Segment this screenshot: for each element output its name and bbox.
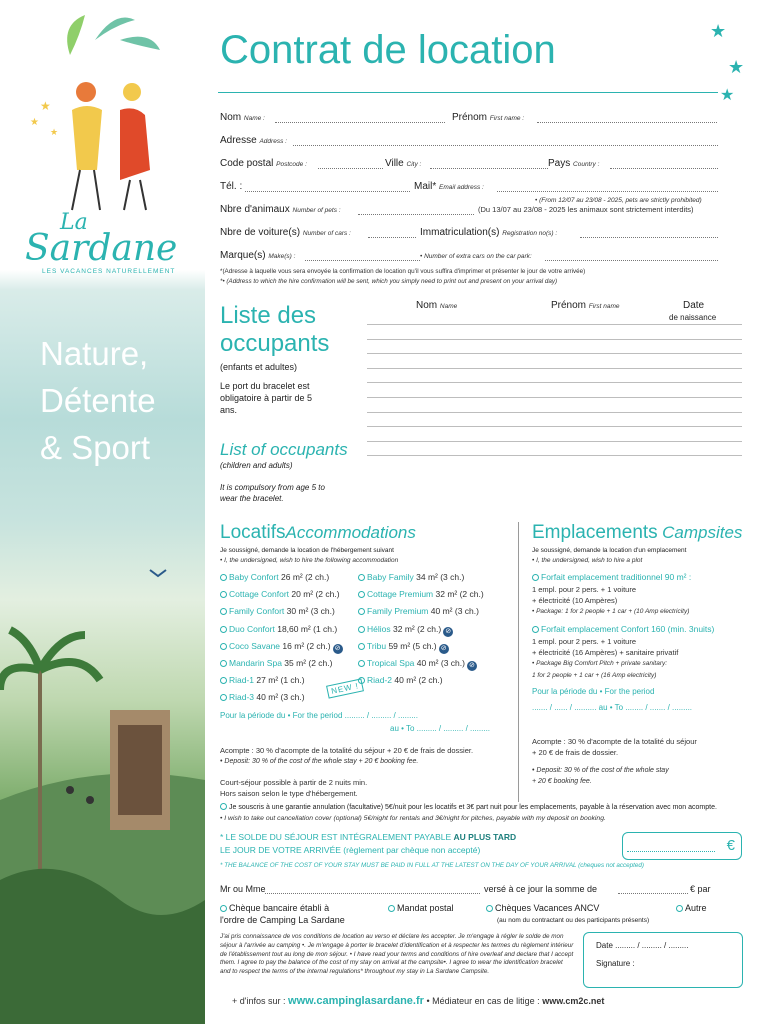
locatif-spec: 26 m² (2 ch.) (281, 572, 330, 582)
ville-field[interactable] (430, 168, 548, 169)
locatif-spec: 35 m² (2 ch.) (284, 658, 333, 668)
locatifs-au[interactable]: au • To ......... / ......... / ......... (390, 724, 491, 733)
no-pets-icon: ⊘ (333, 644, 343, 654)
locatif-option[interactable] (220, 589, 340, 599)
col-prenom-header: Prénom First name (551, 300, 620, 311)
locatif-option[interactable] (220, 641, 343, 654)
radio-icon[interactable] (532, 626, 539, 633)
radio-icon[interactable] (358, 608, 365, 615)
locatif-name: Riad-3 (229, 692, 255, 703)
empl-dates[interactable]: ....... / ...... / .......... au • To ........ / ....... / ......... (532, 703, 693, 712)
svg-text:★: ★ (720, 87, 735, 104)
no-pets-icon: ⊘ (467, 661, 477, 671)
empl-opt1-a: 1 empl. pour 2 pers. + 1 voiture (532, 585, 637, 594)
locatif-spec: 32 m² (2 ch.) (393, 623, 442, 634)
locatif-name: Riad-1 (229, 675, 255, 686)
no-pets-icon: ⊘ (443, 627, 453, 637)
amount-field[interactable] (618, 893, 688, 894)
empl-acompte2: + 20 € de frais de dossier. (532, 748, 619, 757)
empl-opt2-en1: • Package Big Comfort Pitch + private sanitary: (532, 660, 668, 667)
locatifs-hors: Hors saison selon le type d'hébergement. (220, 789, 358, 798)
prenom-label: Prénom First name : (452, 112, 525, 123)
pay-autre[interactable]: Autre (676, 903, 707, 913)
radio-icon[interactable] (220, 608, 227, 615)
locatif-option[interactable] (220, 692, 305, 702)
radio-icon[interactable] (220, 677, 227, 684)
new-badge: NEW ! (326, 678, 364, 698)
checkbox-icon[interactable] (220, 803, 227, 810)
voitures-field[interactable] (368, 237, 416, 238)
pets-note-fr: (Du 13/07 au 23/08 - 2025 les animaux sont strictement interdits) (478, 205, 694, 214)
empl-opt1[interactable]: Forfait emplacement traditionnel 90 m² : (532, 572, 691, 582)
locatif-spec: 32 m² (2 ch.) (435, 589, 484, 600)
marque-label: Marque(s) Make(s) : (220, 250, 296, 261)
locatif-option[interactable] (358, 624, 453, 637)
mr-field[interactable] (265, 893, 480, 894)
pay-ancv[interactable]: Chèques Vacances ANCV (486, 903, 599, 913)
locatif-spec: 40 m² (2 ch.) (394, 675, 443, 686)
locatif-name: Hélios (367, 623, 391, 634)
adresse-label: Adresse Address : (220, 135, 287, 146)
radio-icon[interactable] (220, 626, 227, 633)
locatif-name: Family Premium (367, 606, 429, 617)
locatif-option[interactable] (358, 675, 443, 685)
svg-text:★: ★ (50, 127, 59, 137)
animaux-field[interactable] (358, 214, 474, 215)
insurance-en: • I wish to take out cancellation cover (optional) 5€/night for rentals and 3€/night for pitches, payable with my deposit on booking. (220, 815, 606, 822)
pay-ancv-note: (au nom du contractant ou des participants présents) (497, 917, 650, 924)
empl-opt1-b: + électricité (10 Ampères) (532, 596, 618, 605)
locatif-option[interactable] (220, 675, 305, 685)
locatif-name: Cottage Confort (229, 589, 290, 600)
locatif-option[interactable] (220, 606, 335, 616)
occupant-row[interactable] (367, 368, 742, 369)
locatifs-intro-fr: Je soussigné, demande la location de l'hébergement suivant (220, 547, 394, 554)
nom-label: Nom Name : (220, 112, 265, 123)
occupant-row[interactable] (367, 339, 742, 340)
locatif-option[interactable] (358, 572, 464, 582)
locatif-option[interactable] (358, 606, 479, 616)
locatif-name: Riad-2 (367, 675, 393, 686)
occupant-row[interactable] (367, 455, 742, 456)
prenom-field[interactable] (537, 122, 717, 123)
empl-deposit2: + 20 € booking fee. (532, 778, 592, 785)
footer (232, 995, 604, 1007)
radio-icon[interactable] (358, 660, 365, 667)
radio-icon[interactable] (220, 905, 227, 912)
radio-icon[interactable] (486, 905, 493, 912)
footer-site-link[interactable]: www.campinglasardane.fr (288, 995, 424, 1007)
adresse-field[interactable] (293, 145, 718, 146)
locatif-spec: 40 m² (3 ch.) (256, 692, 305, 703)
pay-mandat[interactable]: Mandat postal (388, 903, 454, 913)
empl-deposit1: • Deposit: 30 % of the cost of the whole stay (532, 767, 669, 774)
locatif-option[interactable] (358, 641, 449, 654)
pay-cheque-2: l'ordre de Camping La Sardane (220, 915, 345, 925)
empl-opt2-en2: 1 for 2 people + 1 car + (16 Amp electricity) (532, 672, 657, 679)
nom-field[interactable] (275, 122, 445, 123)
sign-date: Date ......... / ......... / ......... (596, 941, 689, 950)
locatifs-title: LocatifsAccommodations (220, 522, 416, 543)
empl-opt2[interactable]: Forfait emplacement Confort 160 (min. 3nuits) (532, 624, 714, 634)
occupants-sub: (enfants et adultes) (220, 362, 298, 372)
locatif-option[interactable] (358, 658, 477, 671)
radio-icon[interactable] (220, 694, 227, 701)
sign-label: Signature : (596, 959, 635, 968)
pays-label: Pays Country : (548, 158, 600, 169)
col-nom-header: Nom Name (416, 300, 458, 311)
radio-icon[interactable] (358, 626, 365, 633)
terms-text: J'ai pris connaissance de vos conditions de location au verso et déclare les accepter. Je m'engage à régler le solde de mon séjour à l'arrivée au camping •. Je m'engage à porter le bracelet d'identification et à respecter les termes du règlement intérieur de l'établissement tout au long de mon séjour. • I have read your terms and conditions of hire overleaf and declare that I accept them. I agree to pay the balance of the cost of my stay on arrival at the campsite•. I agree to wear the identification bracelet and to respect the terms of the internal regulations* throughout my stay in La Sardane Campsite. (220, 933, 574, 976)
locatif-name: Coco Savane (229, 640, 281, 651)
sidebar-illustration (0, 0, 205, 1024)
locatif-option[interactable] (220, 624, 337, 634)
ville-label: Ville City : (385, 158, 422, 169)
locatifs-acompte: Acompte : 30 % d'acompte de la totalité du séjour + 20 € de frais de dossier. (220, 746, 474, 755)
locatifs-intro-en: • I, the undersigned, wish to hire the following accommodation (220, 557, 399, 564)
sidebar-slogan (40, 330, 156, 471)
immat-label: Immatriculation(s) Registration no(s) : (420, 227, 558, 238)
cp-field[interactable] (318, 168, 383, 169)
locatif-name: Tropical Spa (367, 658, 415, 668)
locatif-spec: 16 m² (2 ch.) (282, 640, 331, 651)
radio-icon[interactable] (358, 574, 365, 581)
pays-field[interactable] (610, 168, 718, 169)
col-date-header: Date (683, 300, 705, 311)
radio-icon[interactable] (676, 905, 683, 912)
solde-amount-box[interactable] (622, 832, 742, 860)
pay-cheque[interactable]: Chèque bancaire établi à (220, 903, 329, 913)
bracelet-en: It is compulsory from age 5 to wear the bracelet. (220, 483, 325, 503)
locatif-spec: 27 m² (1 ch.) (256, 675, 305, 686)
no-pets-icon: ⊘ (439, 644, 449, 654)
svg-text:★: ★ (30, 117, 39, 128)
emplacements-title: Emplacements Campsites (532, 522, 743, 543)
locatif-spec: 30 m² (3 ch.) (286, 606, 335, 617)
radio-icon[interactable] (358, 591, 365, 598)
occupant-row[interactable] (367, 324, 742, 325)
bracelet-fr: Le port du bracelet est obligatoire à partir de 5 ans. (220, 381, 313, 415)
occupant-row[interactable] (367, 397, 742, 398)
occupant-row[interactable] (367, 412, 742, 413)
insurance-fr[interactable]: Je souscris à une garantie annulation (facultative) 5€/nuit pour les locatifs et 3€ part nuit pour les emplacements, payable à la réservation avec mon acompte. (220, 803, 717, 811)
radio-icon[interactable] (220, 643, 227, 650)
slogan-line-3: & Sport (40, 429, 151, 466)
occupants-sub-en: (children and adults) (220, 461, 293, 470)
occupant-row[interactable] (367, 382, 742, 383)
extra-cars-field[interactable] (545, 260, 718, 261)
address-note-en: *• (Address to which the hire confirmation will be sent, which you simply need to print out and present on your arrival day) (220, 278, 558, 285)
immat-field[interactable] (580, 237, 718, 238)
brand-sardane: Sardane (25, 228, 178, 269)
signature-box[interactable] (583, 932, 743, 988)
footer-med: • Médiateur en cas de litige : (426, 996, 540, 1006)
locatif-spec: 20 m² (2 ch.) (291, 589, 340, 600)
locatif-option[interactable] (220, 658, 332, 668)
radio-icon[interactable] (220, 574, 227, 581)
tel-field[interactable] (245, 191, 410, 192)
radio-icon[interactable] (220, 591, 227, 598)
footer-med-link[interactable]: www.cm2c.net (542, 996, 605, 1006)
footer-info: + d'infos sur : (232, 996, 286, 1006)
solde-en: * THE BALANCE OF THE COST OF YOUR STAY MUST BE PAID IN FULL AT THE LATEST ON THE DAY OF YOUR ARRIVAL (cheques not accepted) (220, 862, 644, 869)
address-note-fr: *(Adresse à laquelle vous sera envoyée la confirmation de location qu'il vous suffira d'imprimer et présenter le jour de votre arrivée) (220, 268, 586, 275)
cp-label: Code postal Postcode : (220, 158, 307, 169)
mail-field[interactable] (497, 191, 718, 192)
voitures-label: Nbre de voiture(s) Number of cars : (220, 227, 351, 238)
locatif-name: Baby Family (367, 572, 414, 582)
empl-opt2-a: 1 empl. pour 2 pers. + 1 voiture (532, 637, 637, 646)
mail-label: Mail* Email address : (414, 181, 484, 192)
empl-periode: Pour la période du • For the period (532, 687, 655, 696)
occupant-row[interactable] (367, 441, 742, 442)
locatif-name: Mandarin Spa (229, 658, 282, 668)
svg-text:★: ★ (728, 57, 745, 77)
locatif-option[interactable] (220, 572, 329, 582)
animaux-label: Nbre d'animaux Number of pets : (220, 204, 341, 215)
radio-icon[interactable] (388, 905, 395, 912)
brand-la: La (60, 210, 88, 235)
locatifs-periode[interactable]: Pour la période du • For the period ......... / ......... / ......... (220, 711, 418, 720)
locatif-name: Baby Confort (229, 572, 279, 582)
locatifs-deposit: • Deposit: 30 % of the cost of the whole stay + 20 € booking fee. (220, 758, 419, 765)
locatif-spec: 40 m² (3 ch.) (416, 658, 465, 668)
slogan-line-1: Nature, (40, 335, 149, 372)
page-title: Contrat de location (220, 28, 556, 72)
locatif-name: Duo Confort (229, 623, 275, 634)
locatif-spec: 59 m² (5 ch.) (388, 640, 437, 651)
radio-icon[interactable] (532, 574, 539, 581)
brand-tagline: LES VACANCES NATURELLEMENT (42, 268, 176, 275)
radio-icon[interactable] (220, 660, 227, 667)
occupant-row[interactable] (367, 353, 742, 354)
mr-label: Mr ou Mme (220, 884, 266, 894)
occupant-row[interactable] (367, 426, 742, 427)
locatif-option[interactable] (358, 589, 484, 599)
extra-cars-label: • Number of extra cars on the car park: (420, 253, 532, 260)
locatifs-court: Court-séjour possible à partir de 2 nuits min. (220, 778, 368, 787)
pets-note-en: • (From 12/07 au 23/08 - 2025, pets are strictly prohibited) (535, 197, 702, 204)
locatif-spec: 34 m² (3 ch.) (416, 572, 465, 582)
solde-line1: * LE SOLDE DU SÉJOUR EST INTÉGRALEMENT PAYABLE AU PLUS TARD (220, 832, 517, 842)
locatif-name: Tribu (367, 640, 387, 651)
locatif-spec: 18,60 m² (1 ch.) (277, 623, 338, 634)
solde-line2: LE JOUR DE VOTRE ARRIVÉE (règlement par chèque non accepté) (220, 845, 481, 855)
empl-opt1-en: • Package: 1 for 2 people + 1 car + (10 Amp electricity) (532, 608, 690, 615)
decor-stars-icon (690, 15, 770, 105)
svg-text:★: ★ (40, 99, 51, 113)
verse-label: versé à ce jour la somme de (484, 884, 598, 894)
scenery-illustration (0, 550, 205, 1024)
svg-text:★: ★ (710, 21, 727, 41)
tel-label: Tél. : (220, 181, 243, 192)
euro-icon: € (726, 837, 735, 854)
locatif-spec: 40 m² (3 ch.) (430, 606, 479, 617)
col-date-sub: de naissance (669, 313, 717, 322)
radio-icon[interactable] (358, 643, 365, 650)
occupants-title: Liste des occupants (220, 302, 330, 357)
empl-intro-fr: Je soussigné, demande la location d'un emplacement (532, 547, 687, 554)
empl-opt2-b: + électricité (16 Ampères) + sanitaire privatif (532, 648, 679, 657)
empl-acompte1: Acompte : 30 % d'acompte de la totalité du séjour (532, 737, 697, 746)
empl-intro-en: • I, the undersigned, wish to hire a plot (532, 557, 643, 564)
locatif-name: Cottage Premium (367, 589, 434, 600)
occupants-title-en: List of occupants (220, 440, 348, 459)
par-label: € par (690, 884, 711, 894)
marque-field[interactable] (305, 260, 420, 261)
slogan-line-2: Détente (40, 382, 156, 419)
locatif-name: Family Confort (229, 606, 285, 617)
